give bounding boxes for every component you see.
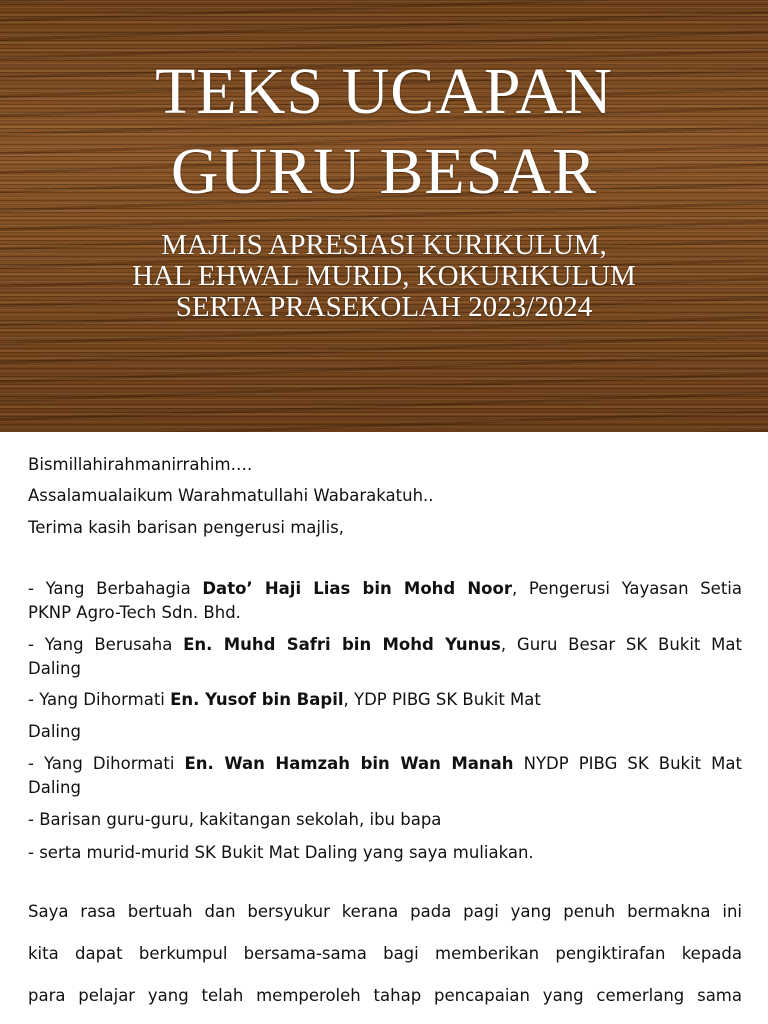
guest-prefix: - Yang Berusaha <box>28 635 184 654</box>
paragraph-line: kita dapat berkumpul bersama-sama bagi memberikan pengiktirafan kepada <box>28 944 742 963</box>
guest-item-continued: PKNP Agro-Tech Sdn. Bhd. <box>28 603 241 622</box>
subtitle-line-2: HAL EHWAL MURID, KOKURIKULUM <box>132 260 636 292</box>
guest-prefix: - Yang Dihormati <box>28 754 185 773</box>
document-title <box>0 52 768 212</box>
guest-name: En. Muhd Safri bin Mohd Yunus <box>183 635 501 654</box>
guest-item <box>28 754 742 773</box>
title-line-2: GURU BESAR <box>170 135 598 208</box>
guest-item <box>28 635 742 654</box>
subtitle-line-3: SERTA PRASEKOLAH 2023/2024 <box>175 291 593 323</box>
subtitle-line-1: MAJLIS APRESIASI KURIKULUM, <box>161 229 607 261</box>
paragraph-line: Saya rasa bertuah dan bersyukur kerana pada pagi yang penuh bermakna ini <box>28 902 742 921</box>
greeting-line: Bismillahirahmanirrahim…. <box>28 455 253 474</box>
title-line-1: TEKS UCAPAN <box>155 55 613 128</box>
greeting-line: Terima kasih barisan pengerusi majlis, <box>28 518 344 537</box>
paragraph-line: para pelajar yang telah memperoleh tahap pencapaian yang cemerlang sama <box>28 986 742 1005</box>
guest-role: , Pengerusi Yayasan Setia <box>512 579 742 598</box>
guest-item <box>28 579 742 598</box>
guest-item <box>28 690 742 709</box>
guest-name: En. Yusof bin Bapil <box>170 690 344 709</box>
list-item: - Barisan guru-guru, kakitangan sekolah, ibu bapa <box>28 810 442 829</box>
guest-role: , Guru Besar SK Bukit Mat <box>500 635 742 654</box>
guest-name: En. Wan Hamzah bin Wan Manah <box>184 754 514 773</box>
guest-role: NYDP PIBG SK Bukit Mat <box>513 754 743 773</box>
guest-prefix: - Yang Dihormati <box>28 690 171 709</box>
guest-name: Dato’ Haji Lias bin Mohd Noor <box>202 579 512 598</box>
guest-item-continued: Daling <box>28 659 81 678</box>
guest-item-continued: Daling <box>28 778 81 797</box>
greeting-line: Assalamualaikum Warahmatullahi Wabarakatuh.. <box>28 486 434 505</box>
document-subtitle <box>0 230 768 323</box>
list-item: - serta murid-murid SK Bukit Mat Daling yang saya muliakan. <box>28 843 534 862</box>
guest-role: , YDP PIBG SK Bukit Mat <box>343 690 541 709</box>
guest-item-continued: Daling <box>28 722 81 741</box>
title-banner <box>0 0 768 432</box>
guest-prefix: - Yang Berbahagia <box>28 579 203 598</box>
